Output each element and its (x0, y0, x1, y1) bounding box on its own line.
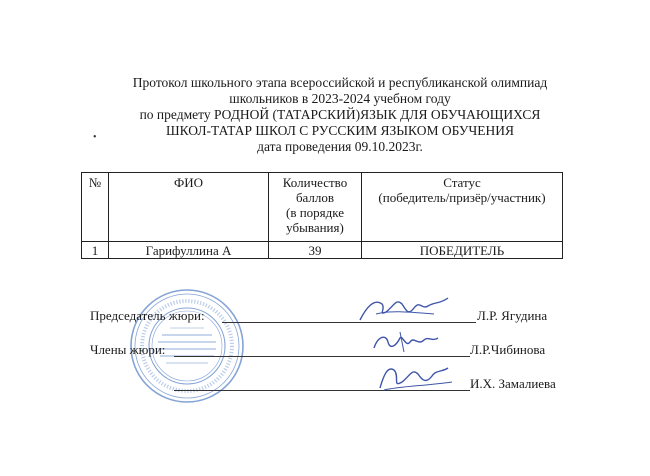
protocol-title (60, 75, 620, 155)
header-status-line-1: Статус (443, 175, 481, 190)
header-score-line-4: убывания) (286, 220, 344, 235)
cell-score: 39 (269, 242, 362, 259)
member2-name: И.Х. Замалиева (470, 376, 556, 391)
header-name: ФИО (109, 173, 269, 242)
chair-label: Председатель жюри: (90, 308, 205, 323)
results-table (81, 172, 563, 259)
title-line-5: дата проведения 09.10.2023г. (257, 139, 423, 154)
cell-name: Гарифуллина А (109, 242, 269, 259)
title-line-2: школьников в 2023-2024 учебном году (229, 91, 451, 106)
header-score-line-2: баллов (295, 190, 335, 205)
header-score-line-3: (в порядке (285, 205, 345, 220)
cell-status: ПОБЕДИТЕЛЬ (362, 242, 563, 259)
chair-name: Л.Р. Ягудина (477, 308, 548, 323)
header-num: № (82, 173, 109, 242)
header-status-line-2: (победитель/призёр/участник) (378, 190, 546, 205)
title-line-1: Протокол школьного этапа всероссийской и республиканской олимпиад (132, 75, 548, 90)
cell-num: 1 (82, 242, 109, 259)
header-score (269, 173, 362, 242)
table-row (82, 242, 563, 259)
members-label: Члены жюри: (90, 342, 166, 357)
header-status (362, 173, 563, 242)
title-line-4: ШКОЛ-ТАТАР ШКОЛ С РУССКИМ ЯЗЫКОМ ОБУЧЕНИЯ (166, 123, 514, 138)
table-header-row (82, 173, 563, 242)
member1-signature (370, 326, 442, 358)
title-line-3: по предмету РОДНОЙ (ТАТАРСКИЙ)ЯЗЫК ДЛЯ ОБУЧАЮЩИХСЯ (139, 107, 541, 122)
member1-name: Л.Р.Чибинова (470, 342, 546, 357)
member2-signature (374, 360, 456, 396)
chair-signature (356, 290, 452, 328)
stray-dot: • (93, 132, 97, 143)
header-score-line-1: Количество (282, 175, 348, 190)
